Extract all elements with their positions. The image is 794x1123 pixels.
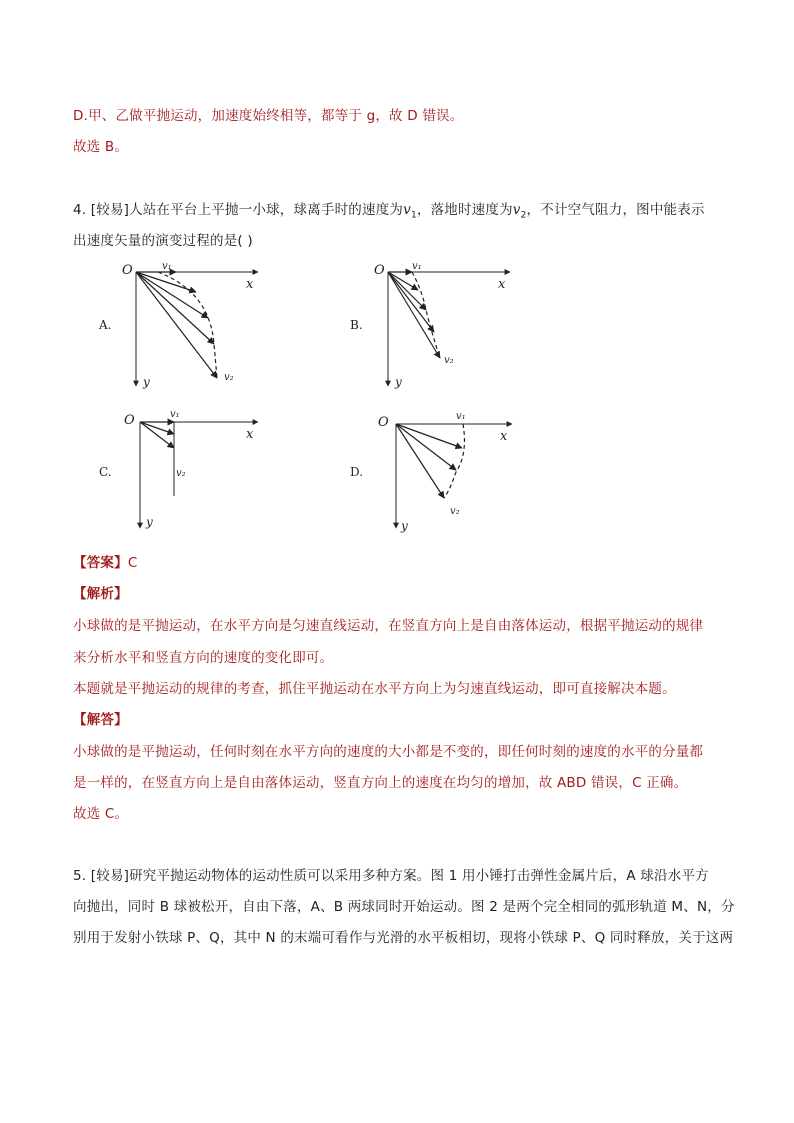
option-b-v1-label: v₁ xyxy=(412,261,422,272)
answer-tag: 【答案】 xyxy=(73,555,128,571)
option-b-y-label: y xyxy=(395,375,402,389)
q4-v2-sub: 2 xyxy=(520,210,527,221)
q4-stem-part-c: ，不计空气阻力，图中能表示 xyxy=(526,202,705,218)
analysis-tag: 【解析】 xyxy=(73,586,128,602)
option-a-y-label: y xyxy=(143,375,150,389)
option-c-v2-label: v₂ xyxy=(176,468,186,479)
option-a-dashed-curve xyxy=(158,272,217,378)
option-b-diagram[interactable] xyxy=(370,262,520,392)
q4-answer-line xyxy=(73,551,137,571)
option-d-y-label: y xyxy=(401,519,408,533)
option-d-label: D. xyxy=(350,465,364,479)
q5-line-1: 5. [较易]研究平抛运动物体的运动性质可以采用多种方案。图 1 用小锤打击弹性金属片后，A 球沿水平方 xyxy=(73,868,709,884)
option-d-vector xyxy=(396,424,456,470)
q4-stem-part-a: 4. [较易]人站在平台上平抛一小球，球离手时的速度为 xyxy=(73,202,404,218)
option-b-label: B. xyxy=(350,318,363,332)
q4-stem-line-1 xyxy=(73,198,705,221)
option-b-origin-label: O xyxy=(374,263,385,278)
option-c-vector xyxy=(140,422,174,448)
option-c-y-label: y xyxy=(146,515,153,529)
option-c-diagram[interactable] xyxy=(118,410,268,534)
prev-conclusion: 故选 B。 xyxy=(73,139,129,155)
option-b-v2-label: v₂ xyxy=(444,355,454,366)
solution-tag: 【解答】 xyxy=(73,712,128,728)
solution-line-1: 小球做的是平抛运动，任何时刻在水平方向的速度的大小都是不变的，即任何时刻的速度的水平的分量都 xyxy=(73,744,704,760)
option-d-dashed-curve xyxy=(444,424,464,498)
option-b-vector xyxy=(388,272,434,332)
solution-line-2: 是一样的，在竖直方向上是自由落体运动，竖直方向上的速度在均匀的增加，故 ABD 错误，C 正确。 xyxy=(73,775,688,791)
option-b-vector xyxy=(388,272,440,358)
answer-value: C xyxy=(127,555,138,571)
option-d-vector xyxy=(396,424,462,448)
prev-option-d-text: D.甲、乙做平抛运动，加速度始终相等，都等于 g，故 D 错误。 xyxy=(73,108,464,124)
option-a-x-label: x xyxy=(246,277,254,292)
q4-conclusion: 故选 C。 xyxy=(73,806,129,822)
option-d-v1-label: v₁ xyxy=(456,411,466,422)
analysis-line-1: 小球做的是平抛运动，在水平方向是匀速直线运动，在竖直方向上是自由落体运动，根据平抛运动的规律 xyxy=(73,618,704,634)
option-d-diagram[interactable] xyxy=(370,410,520,534)
option-a-v1-label: v₁ xyxy=(162,261,172,272)
option-c-label: C. xyxy=(99,465,112,479)
q4-stem-part-b: ，落地时速度为 xyxy=(416,202,513,218)
option-d-v2-label: v₂ xyxy=(450,506,460,517)
option-c-origin-label: O xyxy=(124,413,135,428)
option-c-vector xyxy=(140,422,174,434)
option-d-origin-label: O xyxy=(378,415,389,430)
option-a-vector xyxy=(136,272,217,378)
option-a-v2-label: v₂ xyxy=(224,372,234,383)
q4-v2-symbol: v xyxy=(512,202,521,218)
option-b-dashed-curve xyxy=(412,272,440,358)
q5-line-3: 别用于发射小铁球 P、Q，其中 N 的末端可看作与光滑的水平板相切，现将小铁球 P、Q 同时释放，关于这两 xyxy=(73,930,734,946)
option-c-x-label: x xyxy=(246,427,254,442)
option-c-v1-label: v₁ xyxy=(170,409,180,420)
option-b-x-label: x xyxy=(498,277,506,292)
q5-line-2: 向抛出，同时 B 球被松开，自由下落，A、B 两球同时开始运动。图 2 是两个完全相同的弧形轨道 M、N，分 xyxy=(73,899,735,915)
analysis-line-3: 本题就是平抛运动的规律的考查，抓住平抛运动在水平方向上为匀速直线运动，即可直接解决本题。 xyxy=(73,681,676,697)
option-a-diagram[interactable] xyxy=(118,262,268,392)
analysis-line-2: 来分析水平和竖直方向的速度的变化即可。 xyxy=(73,650,334,666)
option-a-label: A. xyxy=(99,318,112,332)
option-d-x-label: x xyxy=(500,429,508,444)
option-d-vector xyxy=(396,424,444,498)
q4-v1-sub: 1 xyxy=(410,210,417,221)
q4-v1-symbol: v xyxy=(403,202,411,218)
option-a-vector xyxy=(136,272,214,344)
q4-stem-line-2: 出速度矢量的演变过程的是( ) xyxy=(73,233,253,249)
option-a-origin-label: O xyxy=(122,263,133,278)
